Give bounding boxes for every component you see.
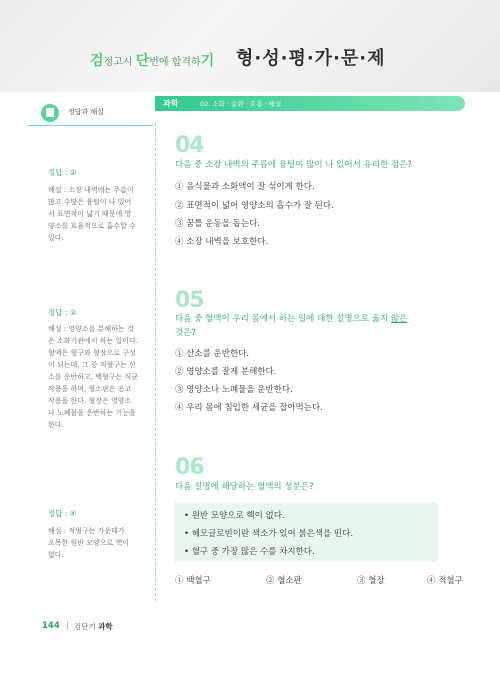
footer-book-title: 검단기 과학 xyxy=(74,622,113,631)
option-4: ④ 우리 몸에 침입한 세균을 잡아먹는다. xyxy=(175,403,323,413)
answer-label: 정답 : ② xyxy=(48,168,77,177)
book-title: 형·성·평·가·문·제 xyxy=(236,48,386,69)
subject-label: 과학 xyxy=(163,99,179,108)
hint-item: • 혈구 중 가장 많은 수를 차지한다. xyxy=(184,547,315,557)
question-text: 다음 중 혈액이 우리 몸에서 하는 일에 대한 설명으로 옳지 않은 것은? xyxy=(175,314,408,338)
answer-explanation: 해설 : 영양소를 분해하는 것 은 소화기관에서 하는 일이다. 혈액은 혈구와 혈장으로 구성 이 되는데, 그 중 적혈구는 산 소를 운반하고, 백혈구는 식균 작용을 하며, 혈소판은 응고 작용을 한다. 혈장은 영양소 나 노폐물을 운반하는 기능을 한다. xyxy=(48,325,139,429)
brand-logo: 검정고시 단번에 합격하기 xyxy=(90,53,215,69)
option-4: ④ 소장 내벽을 보호한다. xyxy=(175,237,269,247)
footer-separator: | xyxy=(66,621,69,630)
answers-header-label: 정답과 해설 xyxy=(68,108,105,116)
option-2: ② 혈소판 xyxy=(266,576,302,586)
question-number: 04 xyxy=(175,133,204,158)
answer-book-icon xyxy=(41,104,59,122)
answer-label: 정답 : ④ xyxy=(48,509,77,518)
option-4: ④ 적혈구 xyxy=(427,576,463,586)
option-2: ② 표면적이 넓어 영양소의 흡수가 잘 된다. xyxy=(175,201,334,211)
answer-explanation: 해설 : 소장 내벽에는 주름이 많고 수많은 융털이 나 있어 서 표면적이 넓기 때문에 영 양소를 효율적으로 흡수할 수 있다. xyxy=(48,186,136,242)
question-number: 06 xyxy=(175,455,204,480)
question-text: 다음 중 소장 내벽의 주름에 융털이 많이 나 있어서 유리한 점은? xyxy=(175,160,412,170)
subject-unit: 02. 소화 · 순환 · 호흡 · 배설 xyxy=(200,100,282,108)
answer-label: 정답 : ② xyxy=(48,308,77,317)
option-1: ① 백혈구 xyxy=(175,576,211,586)
column-divider xyxy=(155,123,156,601)
option-3: ③ 영양소나 노폐물을 운반한다. xyxy=(175,385,293,395)
page-number: 144 xyxy=(42,621,60,631)
option-3: ③ 꿈틀 운동을 돕는다. xyxy=(175,219,260,229)
answer-explanation: 해설 : 적혈구는 가운데가 오목한 원반 모양으로 핵이 없다. xyxy=(48,527,130,559)
hint-item: • 헤모글로빈이란 색소가 있어 붉은색을 띤다. xyxy=(184,529,354,539)
question-text: 다음 설명에 해당하는 혈액의 성분은? xyxy=(175,482,314,492)
option-1: ① 음식물과 소화액이 잘 섞이게 한다. xyxy=(175,182,315,192)
option-2: ② 영양소를 잘게 분해한다. xyxy=(175,367,277,377)
question-number: 05 xyxy=(175,288,204,313)
hint-item: • 원반 모양으로 핵이 없다. xyxy=(184,511,285,521)
option-3: ③ 혈장 xyxy=(357,576,385,586)
option-1: ① 산소를 운반한다. xyxy=(175,349,250,359)
answers-header-line xyxy=(28,125,153,126)
